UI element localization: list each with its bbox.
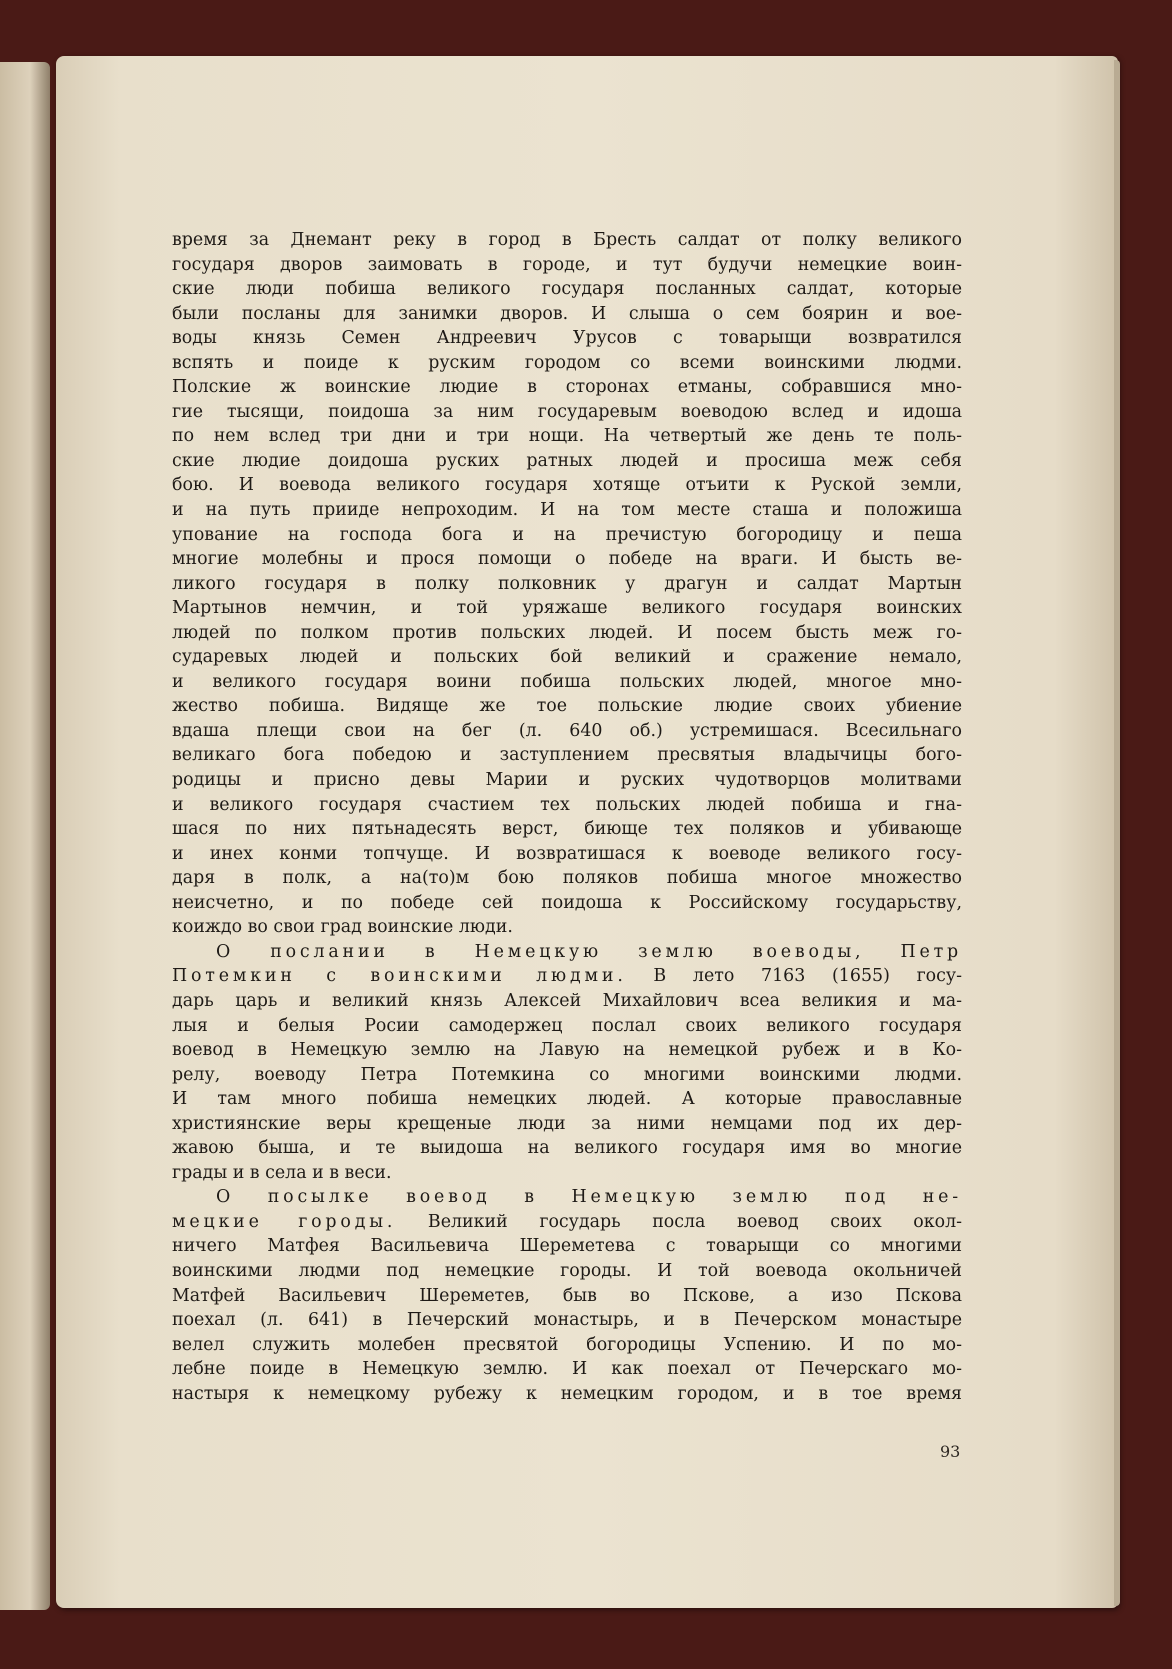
section-heading-line — [172, 964, 962, 989]
text-line: дарь царь и великий князь Алексей Михайлович всеа великия и ма- — [172, 990, 962, 1011]
text-line: ские люди побиша великого государя посланных салдат, которые — [172, 279, 962, 300]
text-line: ничего Матфея Васильевича Шереметева с товарыщи со многими — [172, 1236, 962, 1257]
text-line: поехал (л. 641) в Печерский монастырь, и в Печерском монастыре — [172, 1310, 962, 1331]
text-line: християнские веры крещеные люди за ними немцами под их дер- — [172, 1113, 962, 1134]
text-line: воинскими людми под немецкие городы. И той воевода окольничей — [172, 1260, 962, 1281]
text-line: и инех конми топчуще. И возвратишася к воеводе великого госу- — [172, 843, 962, 864]
text-line: Матфей Васильевич Шереметев, быв во Пскове, а изо Пскова — [172, 1285, 962, 1306]
section-heading-continued: мецкие городы. — [172, 1211, 397, 1232]
text-line: бою. И воевода великого государя хотяще отъити к Руской земли, — [172, 475, 962, 496]
previous-page-edge — [0, 62, 50, 1610]
text-line: Полские ж воинские людие в сторонах етманы, собравшися мно- — [172, 377, 962, 398]
text-line: неисчетно, и по победе сей поидоша к Российскому государьству, — [172, 892, 962, 913]
text-line: лебне поиде в Немецкую землю. И как поехал от Печерскаго мо- — [172, 1359, 962, 1380]
section-text: Великий государь посла воевод своих окол- — [427, 1211, 963, 1232]
section-heading-continued: Потемкин с воинскими людми. — [172, 966, 627, 987]
text-line: шася по них пятьнадесять верст, биюще тех поляков и убивающе — [172, 819, 962, 840]
text-line: релу, воеводу Петра Потемкина со многими воинскими людми. — [172, 1064, 962, 1085]
text-line: даря в полк, а на(то)м бою поляков побиша многое множество — [172, 868, 962, 889]
page-edge-shadow — [1114, 60, 1120, 1606]
section-heading: О послании в Немецкую землю воеводы, Петр — [216, 941, 962, 962]
section-heading-line — [172, 1185, 962, 1210]
text-line: жавою быша, и те выидоша на великого государя имя во многие — [172, 1138, 962, 1159]
text-line: коиждо во свои град воинские люди. — [172, 917, 513, 938]
text-line: упование на господа бога и на пречистую богородицу и пеша — [172, 524, 962, 545]
page-number: 93 — [940, 1442, 961, 1461]
text-line: грады и в села и в веси. — [172, 1162, 392, 1183]
section-heading: О посылке воевод в Немецкую землю под не- — [216, 1187, 962, 1208]
text-line: были посланы для занимки дворов. И слыша о сем боярин и вое- — [172, 303, 962, 324]
text-line: государя дворов заимовать в городе, и тут будучи немецкие воин- — [172, 254, 962, 275]
text-line: по нем вслед три дни и три нощи. На четвертый же день те поль- — [172, 426, 962, 447]
text-line: И там много побиша немецких людей. А которые православные — [172, 1089, 962, 1110]
text-line: воевод в Немецкую землю на Лавую на немецкой рубеж и в Ко- — [172, 1040, 962, 1061]
section-text: В лето 7163 (1655) госу- — [653, 966, 963, 987]
text-line: время за Днемант реку в город в Бресть салдат от полку великого — [172, 230, 962, 250]
text-line: Мартынов немчин, и той уряжаше великого государя воинских — [172, 598, 962, 619]
text-line: родицы и присно девы Марии и руских чудотворцов молитвами — [172, 770, 962, 791]
text-line: и на путь прииде непроходим. И на том месте сташа и положиша — [172, 500, 962, 521]
text-line: ликого государя в полку полковник у драгун и салдат Мартын — [172, 573, 962, 594]
text-line: сударевых людей и польских бой великий и сражение немало, — [172, 647, 962, 668]
text-line: и великого государя счастием тех польских людей побиша и гна- — [172, 794, 962, 815]
text-line: ские людие доидоша руских ратных людей и просиша меж себя — [172, 450, 962, 471]
section-heading-line — [172, 1210, 962, 1235]
text-line: многие молебны и прося помощи о победе на враги. И бысть ве- — [172, 549, 962, 570]
section-heading-line — [172, 940, 962, 965]
text-line: гие тысящи, поидоша за ним государевым воеводою вслед и идоша — [172, 401, 962, 422]
text-line: великаго бога победою и заступлением пресвятыя владычицы бого- — [172, 745, 962, 766]
text-line: и великого государя воини побиша польских людей, многое мно- — [172, 671, 962, 692]
text-line: воды князь Семен Андреевич Урусов с товарыщи возвратился — [172, 328, 962, 349]
text-line: жество побиша. Видяще же тое польские людие своих убиение — [172, 696, 962, 717]
page-text — [172, 228, 962, 1406]
text-line: настыря к немецкому рубежу к немецким городом, и в тое время — [172, 1383, 962, 1404]
text-line: лыя и белыя Росии самодержец послал своих великого государя — [172, 1015, 962, 1036]
text-line: вспять и поиде к руским городом со всеми воинскими людми. — [172, 352, 962, 373]
text-line: вдаша плещи свои на бег (л. 640 об.) устремишася. Всесильнаго — [172, 720, 962, 741]
text-line: людей по полком против польских людей. И посем бысть меж го- — [172, 622, 962, 643]
text-line: велел служить молебен пресвятой богородицы Успению. И по мо- — [172, 1334, 962, 1355]
